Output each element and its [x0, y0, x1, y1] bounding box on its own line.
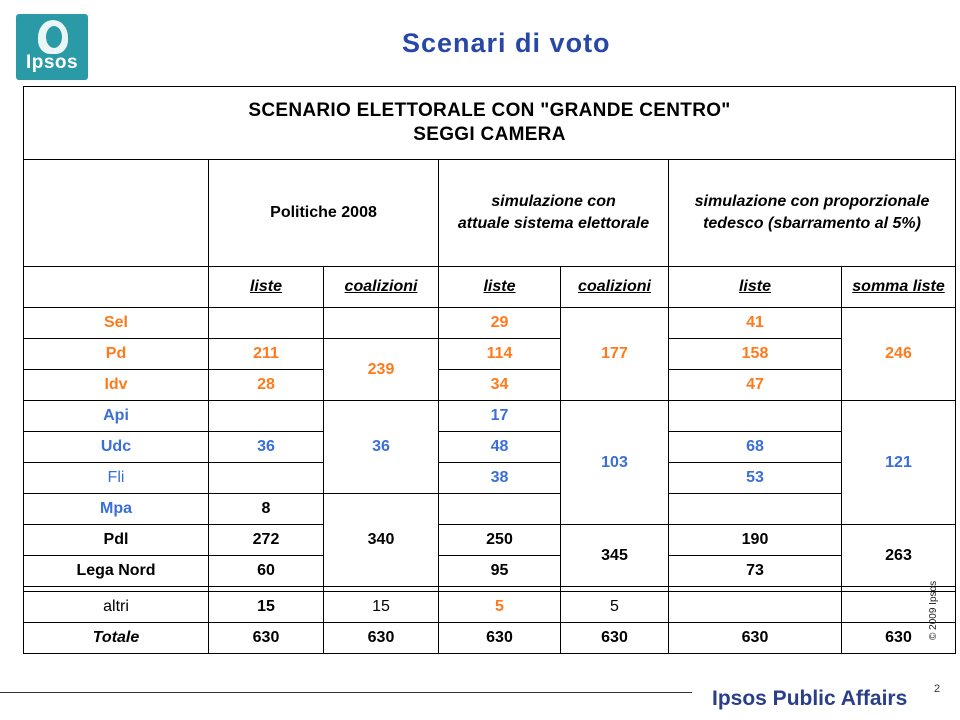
- cell-ted-liste: 41: [669, 308, 842, 339]
- row-label-fli: Fli: [24, 463, 209, 494]
- cell-sim-liste: 17: [439, 401, 561, 432]
- cell-sim-liste: 34: [439, 370, 561, 401]
- table-title-line2: SEGGI CAMERA: [413, 124, 566, 145]
- cell-pol-coal: 630: [324, 623, 439, 654]
- cell-pol-liste: [209, 463, 324, 494]
- row-label-udc: Udc: [24, 432, 209, 463]
- logo-face-icon: [46, 26, 62, 48]
- cell-pol-liste: [209, 401, 324, 432]
- cell-sim-coal-centro: 103: [561, 401, 669, 525]
- group-politiche-2008: Politiche 2008: [209, 160, 439, 267]
- cell-ted-liste: 68: [669, 432, 842, 463]
- group-sim-tedesco-line2: tedesco (sbarramento al 5%): [703, 215, 921, 232]
- row-label-idv: Idv: [24, 370, 209, 401]
- copyright-text: © 2009 Ipsos: [928, 580, 939, 640]
- cell-pol-coal-centro: 36: [324, 401, 439, 494]
- ipsos-logo: [16, 14, 88, 80]
- cell-ted-liste: 190: [669, 525, 842, 556]
- cell-pol-coal-destra: 340: [324, 494, 439, 587]
- cell-ted-liste: [669, 494, 842, 525]
- cell-sim-liste: 114: [439, 339, 561, 370]
- row-label-api: Api: [24, 401, 209, 432]
- subheader-liste: liste: [439, 267, 561, 308]
- seats-table: [23, 86, 956, 654]
- cell-sim-coal-destra: 345: [561, 525, 669, 587]
- row-label-altri: altri: [24, 592, 209, 623]
- subheader-coalizioni: coalizioni: [561, 267, 669, 308]
- row-label-totale: Totale: [24, 623, 209, 654]
- cell-pol-liste: 28: [209, 370, 324, 401]
- cell-pol-liste: 8: [209, 494, 324, 525]
- cell-sim-liste: 630: [439, 623, 561, 654]
- page-number: 2: [934, 683, 941, 695]
- footer-brand: Ipsos Public Affairs: [712, 687, 908, 710]
- group-sim-attuale-line2: attuale sistema elettorale: [457, 215, 650, 232]
- row-label-pd: Pd: [24, 339, 209, 370]
- cell-pol-liste: 272: [209, 525, 324, 556]
- logo-text: Ipsos: [25, 52, 79, 73]
- cell-ted-somma-centro: 121: [842, 401, 956, 525]
- footer-divider: [0, 692, 692, 693]
- cell-ted-liste: 630: [669, 623, 842, 654]
- subheader-somma-liste: somma liste: [842, 267, 956, 308]
- row-label-lega-nord: Lega Nord: [24, 556, 209, 587]
- group-sim-attuale-line1: simulazione con: [491, 193, 616, 210]
- cell-sim-liste: 29: [439, 308, 561, 339]
- empty-header-cell: [24, 160, 209, 267]
- subheader-liste: liste: [669, 267, 842, 308]
- subheader-coalizioni: coalizioni: [324, 267, 439, 308]
- cell-ted-somma-destra: 263: [842, 525, 956, 587]
- cell-ted-somma-sinistra: 246: [842, 308, 956, 401]
- cell-ted-liste-empty: [669, 592, 842, 623]
- cell-pol-coal-sinistra: 239: [324, 339, 439, 401]
- cell-sim-liste: 95: [439, 556, 561, 587]
- page-title: Scenari di voto: [402, 28, 611, 58]
- group-simulazione-attuale: [439, 160, 669, 267]
- group-simulazione-tedesco: [669, 160, 956, 267]
- table-title-line1: SCENARIO ELETTORALE CON "GRANDE CENTRO": [248, 100, 731, 121]
- cell-pol-liste: 60: [209, 556, 324, 587]
- cell-pol-liste: 36: [209, 432, 324, 463]
- cell-ted-somma: 630: [842, 623, 956, 654]
- cell-sim-coal: 630: [561, 623, 669, 654]
- subheader-liste: liste: [209, 267, 324, 308]
- cell-sim-liste: [439, 494, 561, 525]
- cell-sim-liste: 48: [439, 432, 561, 463]
- cell-sim-liste: 250: [439, 525, 561, 556]
- cell-sim-coal: 5: [561, 592, 669, 623]
- cell-sim-liste: 38: [439, 463, 561, 494]
- table-title: [24, 87, 956, 160]
- cell-pol-coal-empty: [324, 308, 439, 339]
- cell-pol-liste: [209, 308, 324, 339]
- row-label-mpa: Mpa: [24, 494, 209, 525]
- row-label-sel: Sel: [24, 308, 209, 339]
- cell-pol-liste: 15: [209, 592, 324, 623]
- row-label-pdl: Pdl: [24, 525, 209, 556]
- cell-ted-liste: 47: [669, 370, 842, 401]
- cell-ted-liste: 158: [669, 339, 842, 370]
- empty-subheader-cell: [24, 267, 209, 308]
- cell-pol-coal: 15: [324, 592, 439, 623]
- cell-ted-liste: 53: [669, 463, 842, 494]
- cell-sim-liste: 5: [439, 592, 561, 623]
- cell-ted-liste: 73: [669, 556, 842, 587]
- cell-pol-liste: 630: [209, 623, 324, 654]
- group-sim-tedesco-line1: simulazione con proporzionale: [694, 193, 930, 210]
- cell-ted-liste: [669, 401, 842, 432]
- cell-pol-liste: 211: [209, 339, 324, 370]
- cell-sim-coal-sinistra: 177: [561, 308, 669, 401]
